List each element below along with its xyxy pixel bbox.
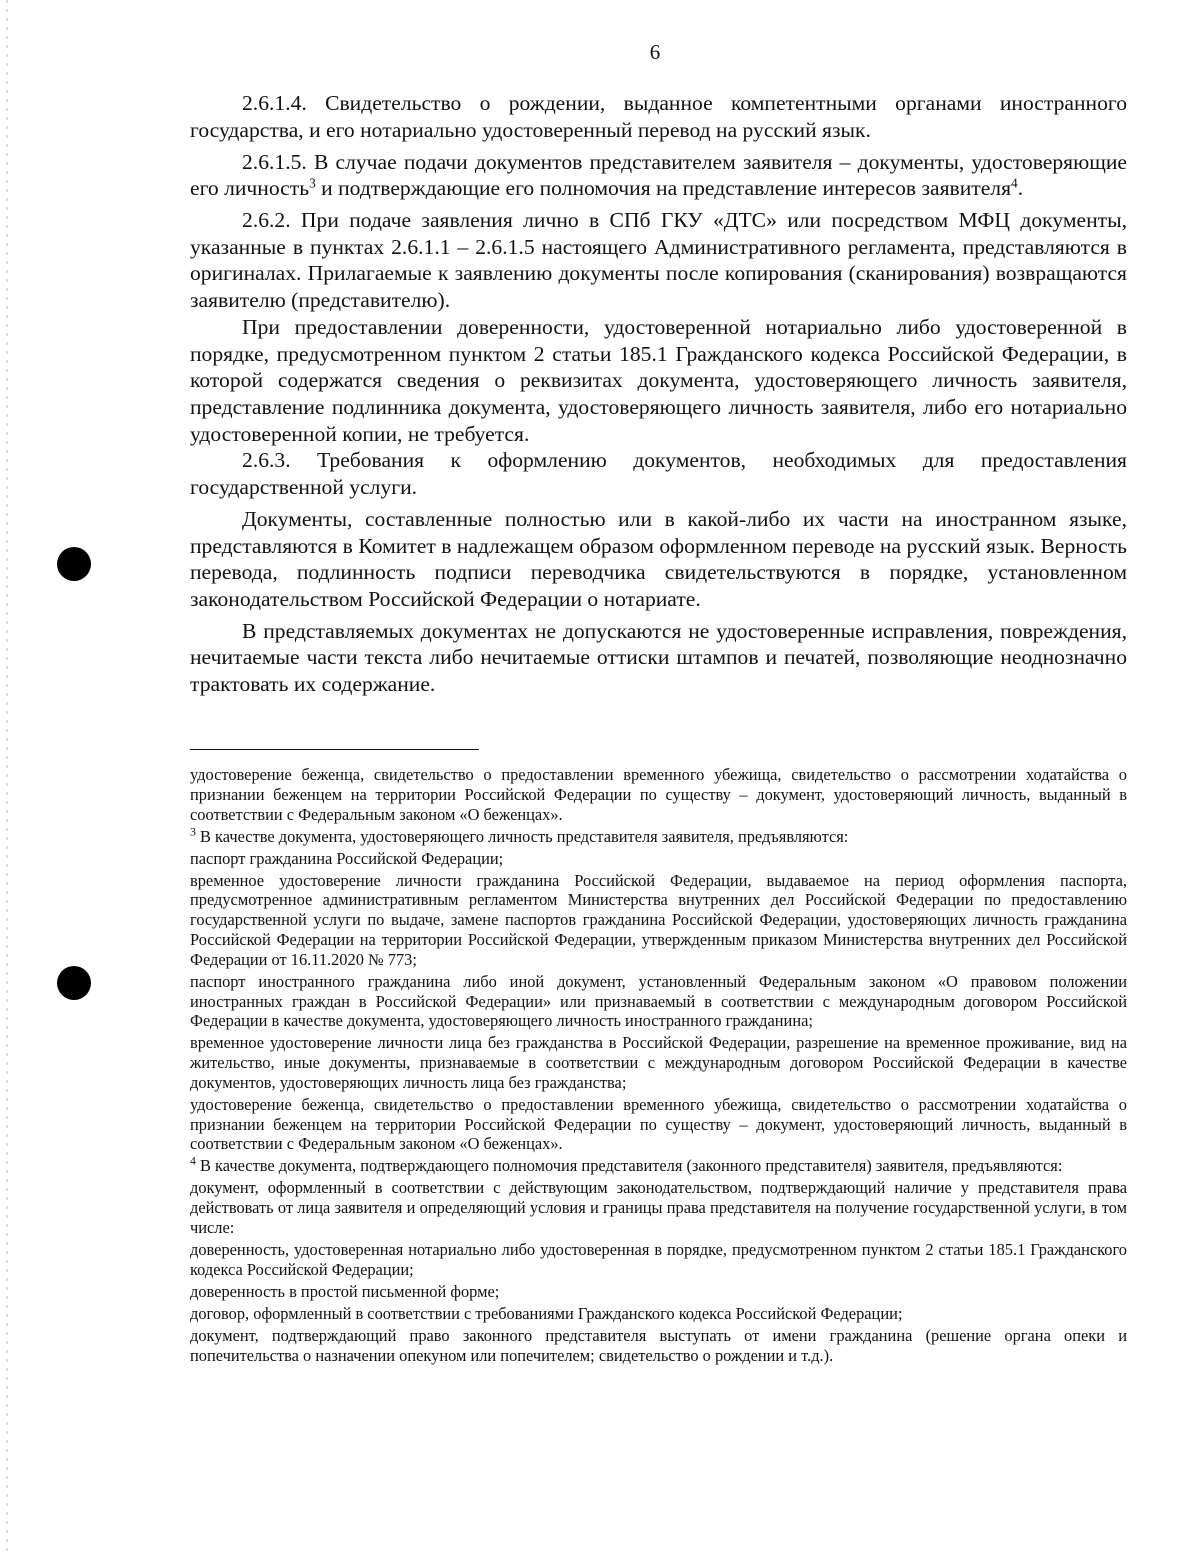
paragraph-foreign-documents: Документы, составленные полностью или в какой-либо их части на иностранном языке, представляются в Комитет в надлежащем образом оформленном переводе на русский язык. Верность перевода, подлинность подписи переводчика свидетельствуются в порядке, установленном законодательством Российской Федерации о нотариате. — [190, 506, 1127, 611]
paragraph-2-6-1-5 — [190, 149, 1127, 202]
paragraph-corrections: В представляемых документах не допускаются не удостоверенные исправления, повреждения, нечитаемые части текста либо нечитаемые оттиски штампов и печатей, позволяющие неоднозначно трактовать их содержание. — [190, 618, 1127, 697]
footnote-line: доверенность в простой письменной форме; — [190, 1281, 500, 1301]
paragraph-2-6-2: 2.6.2. При подаче заявления лично в СПб ГКУ «ДТС» или посредством МФЦ документы, указанные в пунктах 2.6.1.1 – 2.6.1.5 настоящего Административного регламента, представляются в оригиналах. Прилагаемые к заявлению документы после копирования (сканирования) возвращаются заявителю (представителю). — [190, 208, 1127, 313]
footnote-line: паспорт иностранного гражданина либо иной документ, установленный Федеральным законом «О правовом положении иностранных граждан в Российской Федерации» или признаваемый в соответствии с международным договором Российской Федерации в качестве документа, удостоверяющего личность иностранного гражданина; — [190, 971, 1127, 1031]
footnote-ref-4: 4 — [1011, 175, 1018, 191]
footnote-line: доверенность, удостоверенная нотариально либо удостоверенная в порядке, предусмотренном пунктом 2 статьи 185.1 Гражданского кодекса Российской Федерации; — [190, 1240, 1127, 1279]
footnote-line: паспорт гражданина Российской Федерации; — [190, 848, 504, 868]
paragraph-text: и подтверждающие его полномочия на представление интересов заявителя — [315, 176, 1011, 201]
footnote-mark: 4 — [190, 1153, 196, 1168]
footnote-line: временное удостоверение личности гражданина Российской Федерации, выдаваемое на период оформления паспорта, предусмотренное административным регламентом Министерства внутренних дел Российской Федерации по предоставлению государственной услуги по выдаче, замене паспортов гражданина Российской Федерации, удостоверяющих личность гражданина Российской Федерации на территории Российской Федерации, утвержденным приказом Министерства внутренних дел Российской Федерации от 16.11.2020 № 773; — [190, 870, 1127, 969]
footnote-line: удостоверение беженца, свидетельство о предоставлении временного убежища, свидетельство о рассмотрении ходатайства о признании беженцем на территории Российской Федерации по существу – документ, удостоверяющий личность, выданный в соответствии с Федеральным законом «О беженцах». — [190, 765, 1127, 824]
paragraph-text: 2.6.1.5. В случае подачи документов представителем заявителя – документы, удостоверяющие его личность — [190, 149, 1127, 201]
footnote-3 — [190, 824, 1127, 847]
scan-edge — [6, 0, 8, 1553]
footnote-line: документ, оформленный в соответствии с действующим законодательством, подтверждающий наличие у представителя права действовать от лица заявителя и определяющий условия и границы права представителя на получение государственной услуги, в том числе: — [190, 1178, 1127, 1238]
paragraph-power-of-attorney: При предоставлении доверенности, удостоверенной нотариально либо удостоверенной в порядке, предусмотренном пунктом 2 статьи 185.1 Гражданского кодекса Российской Федерации, в которой содержатся сведения о реквизитах документа, удостоверяющего личность заявителя, представление подлинника документа, удостоверяющего личность заявителя, либо его нотариально удостоверенной копии, не требуется. — [190, 314, 1127, 446]
punch-hole-top — [57, 547, 91, 581]
paragraph-text: . — [1017, 176, 1024, 201]
main-text — [190, 90, 1127, 703]
footnote-line: документ, подтверждающий право законного представителя выступать от имени гражданина (решение органа опеки и попечительства о назначении опекуном или попечителем; свидетельство о рождении и т.д.). — [190, 1325, 1127, 1365]
footnote-ref-3: 3 — [309, 175, 316, 191]
footnote-line: удостоверение беженца, свидетельство о предоставлении временного убежища, свидетельство о рассмотрении ходатайства о признании беженцем на территории Российской Федерации по существу – документ, удостоверяющий личность, выданный в соответствии с Федеральным законом «О беженцах». — [190, 1094, 1127, 1154]
footnote-separator — [190, 749, 479, 750]
footnotes — [190, 765, 1127, 1368]
footnote-line: договор, оформленный в соответствии с требованиями Гражданского кодекса Российской Федерации; — [190, 1303, 903, 1323]
paragraph-2-6-3: 2.6.3. Требования к оформлению документов, необходимых для предоставления государственной услуги. — [190, 448, 1127, 500]
punch-hole-bottom — [57, 966, 91, 1000]
footnote-line: временное удостоверение личности лица без гражданства в Российской Федерации, разрешение на временное проживание, вид на жительство, иные документы, признаваемые в соответствии с международным договором Российской Федерации в качестве документов, удостоверяющих личность лица без гражданства; — [190, 1033, 1127, 1092]
footnote-mark: 3 — [190, 824, 196, 839]
footnote-text: В качестве документа, удостоверяющего личность представителя заявителя, предъявляются: — [195, 826, 849, 846]
footnote-text: В качестве документа, подтверждающего полномочия представителя (законного представителя) заявителя, предъявляются: — [195, 1156, 1063, 1176]
page-number: 6 — [649, 40, 661, 64]
paragraph-2-6-1-4: 2.6.1.4. Свидетельство о рождении, выданное компетентными органами иностранного государства, и его нотариально удостоверенный перевод на русский язык. — [190, 91, 1127, 142]
footnote-4 — [190, 1153, 1127, 1176]
